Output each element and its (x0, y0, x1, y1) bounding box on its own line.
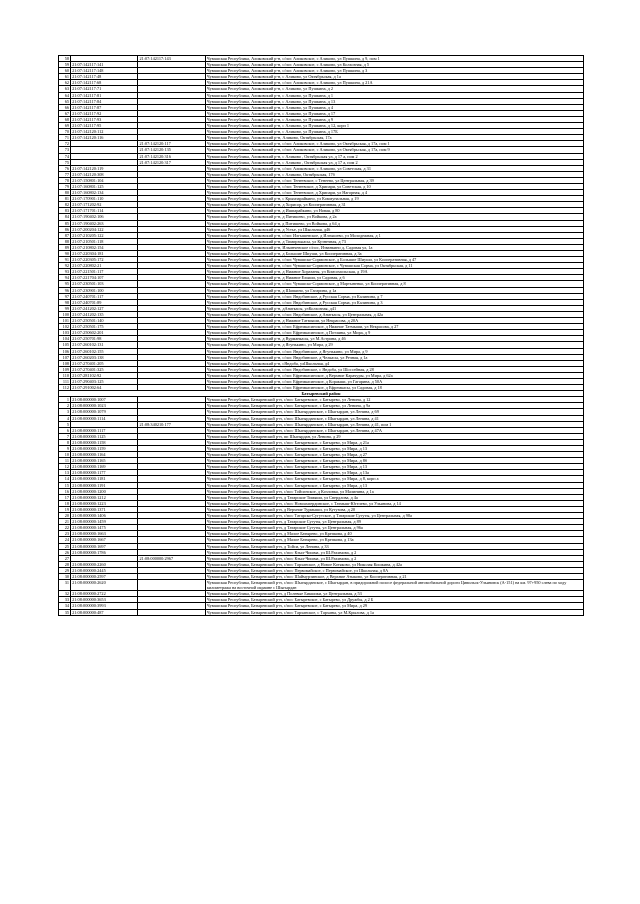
cadastral-number: 21:08:000000:1459 (71, 519, 138, 525)
cadastral-number: 21:08:000000:1406 (71, 513, 138, 519)
row-number: 100 (59, 311, 71, 317)
cadastral-number: 21:07:290403:125 (71, 378, 138, 384)
cadastral-number: 21:07:220802:21 (71, 263, 138, 269)
cadastral-number: 21:08:000000:1117 (71, 427, 138, 433)
cadastral-number: 21:08:000000:3993 (71, 603, 138, 609)
row-number: 2 (59, 403, 71, 409)
address-cell: Чувашская Республика, Батыревский р-н, с/пос Батыревское, с Батырево, ул Ленина, д 12 (205, 397, 583, 403)
address-cell: Чувашская Республика, Батыревский р-н, с/пос Батыревское, с Батырево, ул Мира, д 13 (205, 482, 583, 488)
cadastral-number: 21:07:142120:308 (71, 171, 138, 177)
address-cell: Чувашская Республика, Аликовский р-н, с/пос Чувашско-Сорминское, с Чувашская Сорма, ул Октябрьская, д 11 (205, 263, 583, 269)
row-number: 26 (59, 549, 71, 555)
address-cell: Чувашская Республика, Аликовский р-н, с/пос Яндобинское, с Яндоба, ул Шоссейная, д 28 (205, 366, 583, 372)
address-cell: Чувашская Республика, Аликовский р-н, с/пос Аликовское, с Аликово, ул Октябрьская, д 17а, пом 9 (205, 147, 583, 153)
cadastral-number: 21:07:220305:172 (71, 257, 138, 263)
cadastral-number: 21:07:142117:87 (71, 104, 138, 110)
row-number: 109 (59, 366, 71, 372)
cadastral-number: 21:08:000000:1125 (71, 433, 138, 439)
address-cell: Чувашская Республика, Батыревский р-н, д Малое Батырево, ул Крепкова, д 13а (205, 537, 583, 543)
cadastral-number: 21:07:171202:92 (71, 202, 138, 208)
cadastral-number: 21:08:000000:1371 (71, 506, 138, 512)
row-number: 66 (59, 104, 71, 110)
address-cell: Чувашская Республика, Аликовский р-н, Аликово, Октябрьская, 17а (205, 135, 583, 141)
cadastral-number: 21:07:142120:112 (71, 129, 138, 135)
row-number: 61 (59, 74, 71, 80)
row-number: 16 (59, 488, 71, 494)
cadastral-number: 21:08:000000:2620 (71, 580, 138, 591)
cadastral-number: 21:08:000000:1697 (71, 543, 138, 549)
cadastral-number: 21:07:291002:64 (71, 385, 138, 391)
cadastral-number: 21:08:000000:2597 (71, 573, 138, 579)
row-number: 95 (59, 281, 71, 287)
address-cell: Чувашская Республика, Батыревский р-н, с/пос Батыревское, с Батырево, ул Мира, д 8б (205, 458, 583, 464)
cadastral-number: 21:07:260102:131 (71, 342, 138, 348)
address-cell: Чувашская Республика, Батыревский р-н, с/пос Тарханское, с Тарханы, ул М.Крылова, д 1а (205, 609, 583, 615)
cadastral-number: 21:08:000000:1165 (71, 458, 138, 464)
row-number: 98 (59, 299, 71, 305)
address-cell: Чувашская Республика, Батыревский р-н, с/пос Батыревское, с Батырево, ул Мира, д 21а (205, 439, 583, 445)
address-cell: Чувашская Республика, Батыревский р-н, с/пос Шаймурзинское, д Верхние Атыково, ул Кооперативная, д 21 (205, 573, 583, 579)
row-number: 4 (59, 415, 71, 421)
address-cell: Чувашская Республика, Батыревский р-н, с/пос Шыгырданское, с Шыгырдан, ул Ленина, д 69 (205, 409, 583, 415)
address-cell: Чувашская Республика, Аликовский р-н, с/пос Ефремкасинское, д Нижние Татмыши, ул Некрасова, д 27 (205, 324, 583, 330)
address-cell: Чувашская Республика, Аликовский р-н, с Аликово, ул Пушкина, д 17 (205, 110, 583, 116)
row-number: 12 (59, 464, 71, 470)
row-number: 71 (59, 135, 71, 141)
address-cell: Чувашская Республика, Аликовский р-н, с Аликово, ул Пушкина, д 1 (205, 92, 583, 98)
cadastral-number: 21:07:281102:92 (71, 372, 138, 378)
address-cell: Чувашская Республика, Аликовский р-н, д Нижние Татмыши, ул Некрасова, д 20А (205, 318, 583, 324)
row-number: 108 (59, 360, 71, 366)
address-cell: Чувашская Республика, Аликовский р-н, сЯндоба, улШкольная, д4 (205, 360, 583, 366)
address-cell: Чувашская Республика, Батыревский р-н, с/пос Тарханское, д Новое Котяково, ул Николая Кошкина, д 42а (205, 561, 583, 567)
row-number: 30 (59, 573, 71, 579)
row-number: 68 (59, 116, 71, 122)
cadastral-number: 21:08:000000:1114 (71, 415, 138, 421)
address-cell: Чувашская Республика, Аликовский р-н, д Нижние Елыши, ул Садовая, д 6 (205, 275, 583, 281)
row-number: 58 (59, 56, 71, 62)
cadastral-number: 21:08:000000:1159 (71, 446, 138, 452)
cadastral-number: 21:07:250701:98 (71, 336, 138, 342)
cadastral-number: 21:08:000000:1663 (71, 531, 138, 537)
district-title: Батыревский район (59, 391, 584, 397)
row-number: 86 (59, 226, 71, 232)
address-cell: Чувашская Республика, Аликовский р-н, с Аликово, ул Пушкина, д 2 (205, 86, 583, 92)
row-number: 111 (59, 378, 71, 384)
address-cell: Чувашская Республика, Аликовский р-н, с Аликово, Октябрьская, 17б (205, 171, 583, 177)
address-cell: Чувашская Республика, Аликовский р-н, с/пос Аликовское, с Аликово, ул Пушкина, д 9, пом 1 (205, 56, 583, 62)
cadastral-number: 21:07:142117:71 (71, 86, 138, 92)
row-number: 73 (59, 147, 71, 153)
row-number: 5 (59, 421, 71, 427)
address-cell: Чувашская Республика, Аликовский р-н, Ильинчевское с/пос, Изванкино д, Садовая ул, 1а (205, 244, 583, 250)
row-number: 8 (59, 439, 71, 445)
row-number: 67 (59, 110, 71, 116)
cadastral-number: 21:08:000000:1786 (71, 549, 138, 555)
address-cell: Чувашская Республика, Батыревский р-н, д Татарские Сугуты, ул Центральная, д 96а (205, 525, 583, 531)
address-cell: Чувашская Республика, Батыревский р-н, с/пос Тойсинское, д Козловка, ул Малинина, д 1а (205, 488, 583, 494)
row-number: 101 (59, 318, 71, 324)
row-number: 84 (59, 214, 71, 220)
address-cell: Чувашская Республика, Аликовский р-н, с Аликово, ул Октябрьская, д 1а (205, 74, 583, 80)
address-cell: Чувашская Республика, Батыревский р-н, с/пос Татарско-Сугутское, д Татарские Сугуты, ул Центральная, д 98а (205, 513, 583, 519)
cadastral-number: 21:07:241202:135 (71, 311, 138, 317)
row-number: 34 (59, 603, 71, 609)
cadastral-number: 21:07:230501:103 (71, 281, 138, 287)
row-number: 74 (59, 153, 71, 159)
address-cell: Чувашская Республика, Батыревский р-н, с/пос Шыгырданское, с Шыгырдан, ул Ленина, д 41 (205, 415, 583, 421)
cadastral-number: 21:08:000000:1164 (71, 452, 138, 458)
cadastral-number: 21:07:190402:106 (71, 214, 138, 220)
row-number: 112 (59, 385, 71, 391)
cadastral-number: 21:07:190402:263 (71, 220, 138, 226)
address-cell: Чувашская Республика, Аликовский р-н, д Тимирзькасы, ул Кузнечная, д 73 (205, 238, 583, 244)
cadastral-number: 21:08:000000:487 (71, 609, 138, 615)
cadastral-number: 21:07:250602:201 (71, 330, 138, 336)
address-cell: Чувашская Республика, Аликовский р-н, с/пос Ефремкасинское, д Потляны, ул Мира, д 9 (205, 330, 583, 336)
row-number: 69 (59, 123, 71, 129)
address-cell: Чувашская Республика, Батыревский р-н, д Тойси, ул Ленина, д 33 (205, 543, 583, 549)
cadastral-number: 21:07:142120:119 (71, 165, 138, 171)
cadastral-number: 21:08:000000:1667 (71, 537, 138, 543)
row-number: 25 (59, 543, 71, 549)
section-aliki-rows (59, 56, 584, 391)
cadastral-number: 21:08:000000:1177 (71, 470, 138, 476)
row-number: 105 (59, 342, 71, 348)
row-number: 35 (59, 609, 71, 615)
address-cell: Чувашская Республика, Аликовский р-н, д Большие Шиуши, ул Кооперативная, д 3а (205, 251, 583, 257)
cadastral-number-premise: 21:08:000000:2967 (138, 555, 205, 561)
cadastral-number: 21:07:142120:116 (71, 135, 138, 141)
row-number: 88 (59, 238, 71, 244)
row-number: 92 (59, 263, 71, 269)
address-cell: Чувашская Республика, Аликовский р-н, с Аликово, ул Пушкина, д 9 (205, 116, 583, 122)
cadastral-number: 21:07:250501:140 (71, 318, 138, 324)
address-cell: Чувашская Республика, Батыревский р-н, пп Шыгырдан, ул Ленина, д 29 (205, 433, 583, 439)
cadastral-number: 21:07:200204:122 (71, 226, 138, 232)
row-number: 77 (59, 171, 71, 177)
document-sheet (58, 55, 584, 616)
cadastral-number: 21:08:000000:1191 (71, 482, 138, 488)
cadastral-number: 21:08:000000:2260 (71, 561, 138, 567)
cadastral-number: 21:07:142117:95 (71, 123, 138, 129)
row-number: 29 (59, 567, 71, 573)
cadastral-number: 21:07:260203:138 (71, 354, 138, 360)
cadastral-number: 21:07:221704:107 (71, 275, 138, 281)
address-cell: Чувашская Республика, Аликовский р-н, д Хорисор, ул Кооперативная, д 31 (205, 202, 583, 208)
cadastral-number-premise: 21:07:142120:316 (138, 153, 205, 159)
section-batyrevo-rows (59, 397, 584, 615)
row-number: 24 (59, 537, 71, 543)
table-row (59, 580, 584, 591)
row-number: 20 (59, 513, 71, 519)
address-cell: Чувашская Республика, Аликовский р-н, д Питишево, ул Войкова, д 2а (205, 214, 583, 220)
row-number: 110 (59, 372, 71, 378)
address-cell: Чувашская Республика, Аликовский р-н, с/пос Ефремкасинское, д Коракши, ул Гагарина, д 50А (205, 378, 583, 384)
address-cell: Чувашская Республика, Аликовский р-н, с/пос Яндобинское, д Русская Сорма, ул Калинина, д 3 (205, 299, 583, 305)
address-cell: Чувашская Республика, Батыревский р-н, с/пос Батыревское, с Батырево, ул Мира, д 13 (205, 464, 583, 470)
cadastral-number-premise (138, 609, 205, 615)
row-number: 75 (59, 159, 71, 165)
row-number: 72 (59, 141, 71, 147)
row-number: 18 (59, 500, 71, 506)
cadastral-number: 21:08:000000:1223 (71, 500, 138, 506)
address-cell: Чувашская Республика, Аликовский р-н, д Вурманкасы, ул М.Астрина, д 46 (205, 336, 583, 342)
cadastral-number: 21:08:000000:2722 (71, 591, 138, 597)
cadastral-number: 21:07:150801:104 (71, 177, 138, 183)
address-cell: Чувашская Республика, Аликовский р-н, д Устье, ул Школьная, д46 (205, 226, 583, 232)
cadastral-number: 21:08:000000:1079 (71, 409, 138, 415)
row-number: 9 (59, 446, 71, 452)
row-number: 3 (59, 409, 71, 415)
row-number: 93 (59, 269, 71, 275)
address-cell: Чувашская Республика, Аликовский р-н, с Аликово, ул Пушкина, д 13 (205, 98, 583, 104)
row-number: 91 (59, 257, 71, 263)
cadastral-number: 21:08:000000:1169 (71, 464, 138, 470)
cadastral-number: 21:07:220304:181 (71, 251, 138, 257)
address-cell: Чувашская Республика, Аликовский р-н, с/пос Аликовское, с Аликово, ул Колхозная, д 5 (205, 62, 583, 68)
row-number: 17 (59, 494, 71, 500)
cadastral-number: 21:08:000000:1181 (71, 476, 138, 482)
cadastral-number: 21:07:142117:48 (71, 74, 138, 80)
address-cell: Чувашская Республика, Батыревский р-н, с/пос Батыревское, с Батырево, ул Мира, д 29 (205, 603, 583, 609)
cadastral-number: 21:07:260102:155 (71, 348, 138, 354)
cadastral-number: 21:07:142117:92 (71, 110, 138, 116)
address-cell: Чувашская Республика, Аликовский р-н, с/пос Яндобинское, д Ягунькино, ул Мира, д 9 (205, 348, 583, 354)
address-cell: Чувашская Республика, Батыревский р-н, с/пос Первомайское, с Первомайское, ул Школьная, д 8А (205, 567, 583, 573)
row-number: 107 (59, 354, 71, 360)
cadastral-number-premise: 21:07:142120:317 (138, 159, 205, 165)
row-number: 33 (59, 597, 71, 603)
address-cell: Чувашская Республика, Аликовский р-н, с Аликово , Октябрьская ул, д 17 а, пом 2 (205, 153, 583, 159)
row-number: 22 (59, 525, 71, 531)
cadastral-number: 21:07:142117:141 (71, 62, 138, 68)
address-cell: Чувашская Республика, Аликовский р-н, д Ишпарайкино, ул Новая, д 80 (205, 208, 583, 214)
row-number: 82 (59, 202, 71, 208)
address-cell: Чувашская Республика, Батыревский р-н, с/пос Батыревское, с Батырево, ул Дружбы, д 2 Б (205, 597, 583, 603)
address-cell: Чувашская Республика, Аликовский р-н, с/пос Чувашско-Сорминское, д Мартыненко, ул Кооперативная, д 8 (205, 281, 583, 287)
cadastral-number: 21:07:160802:134 (71, 190, 138, 196)
row-number: 59 (59, 62, 71, 68)
row-number: 60 (59, 68, 71, 74)
row-number: 96 (59, 287, 71, 293)
address-cell: Чувашская Республика, Аликовский р-н, с/пос Аликовское, с Аликово, ул Советская, д 31 (205, 165, 583, 171)
row-number: 94 (59, 275, 71, 281)
address-cell: Чувашская Республика, Батыревский р-н, д Татарские Сугуты, ул Центральная, д 89 (205, 519, 583, 525)
cadastral-number: 21:07:230901:100 (71, 287, 138, 293)
cadastral-number: 21:07:210501:118 (71, 238, 138, 244)
address-cell: Чувашская Республика, Батыревский р-н, д Полевые Бикшики, ул Центральная, д 53 (205, 591, 583, 597)
row-number: 62 (59, 80, 71, 86)
address-cell: Чувашская Республика, Батыревский р-н, д Татарские Тимяши, ул Свердлова, д 4а (205, 494, 583, 500)
cadastral-number: 21:07:270401:205 (71, 360, 138, 366)
row-number: 10 (59, 452, 71, 458)
address-cell: Чувашская Республика, Аликовский р-н, с/пос Тенеевское, д Хрипари, ул Нагорная, д 4 (205, 190, 583, 196)
address-cell: Чувашская Республика, Аликовский р-н, с Аликово , Октябрьская ул, д 17 а, пом 2 (205, 159, 583, 165)
address-cell: Чувашская Республика, Батыревский р-н, с/пос Батыревское, с Батырево, ул Мира, д 8, корп а (205, 476, 583, 482)
address-cell: Чувашская Республика, Аликовский р-н, с/пос Ефремкасинское, д Верхние Карачуры, ул Мира, д 62а (205, 372, 583, 378)
row-number: 83 (59, 208, 71, 214)
address-cell: Чувашская Республика, Батыревский р-н, с/пос Новоахпердинское, с Татмыш-Югелево, ул Ульянова, д 14 (205, 500, 583, 506)
row-number: 7 (59, 433, 71, 439)
cadastral-table (58, 55, 584, 616)
address-cell: Чувашская Республика, Аликовский р-н, дАнаткасы, улКолхозная, д41 (205, 305, 583, 311)
row-number: 28 (59, 561, 71, 567)
cadastral-number: 21:07:142117:68 (71, 80, 138, 86)
address-cell: Чувашская Республика, Батыревский р-н, с/пос Шыгырданское, с Шыгырдан, ул Ленина, д 41, пом 1 (205, 421, 583, 427)
cadastral-number: 21:07:240701:89 (71, 299, 138, 305)
cadastral-number: 21:07:171701:114 (71, 208, 138, 214)
address-cell: Чувашская Республика, Аликовский р-н, с/пос Чувашско-Сорминское, д Большие Шиуши, ул Кооперативная, д 47 (205, 257, 583, 263)
row-number: 79 (59, 183, 71, 189)
table-row (59, 609, 584, 615)
row-number: 80 (59, 190, 71, 196)
row-number: 76 (59, 165, 71, 171)
address-cell: Чувашская Республика, Аликовский р-н, с/пос Яндобинское, д Анаткасы, ул Центральная, д 42а (205, 311, 583, 317)
row-number: 106 (59, 348, 71, 354)
row-number: 102 (59, 324, 71, 330)
cadastral-number: 21:08:000000:1023 (71, 403, 138, 409)
address-cell: Чувашская Республика, Аликовский р-н, с Аликово, ул Пушкина, д 12, корп 1 (205, 123, 583, 129)
address-cell: Чувашская Республика, Батыревский р-н, с/пос Батыревское, с Батырево, ул Мира, д 13а (205, 470, 583, 476)
cadastral-number: 21:07:142117:81 (71, 92, 138, 98)
address-cell: Чувашская Республика, Батыревский р-н, с/пос Шыгырданское, с Шыгырдан, ул Ленина, д 47А (205, 427, 583, 433)
row-number: 85 (59, 220, 71, 226)
row-number: 11 (59, 458, 71, 464)
row-number: 103 (59, 330, 71, 336)
address-cell: Чувашская Республика, Батыревский р-н, с/пос Кзыл-Чишма, ул Ш.Рахимова, д 2 (205, 555, 583, 561)
address-cell: Чувашская Республика, Аликовский р-н, с/пос Тенеевское, с Тенеево, ул Центральная, д 39 (205, 177, 583, 183)
cadastral-number: 21:07:270401:325 (71, 366, 138, 372)
cadastral-number: 21:08:000000:1007 (71, 397, 138, 403)
address-cell: Чувашская Республика, Аликовский р-н, д Нижние Хоразаны, ул Комсомольская, д 19А (205, 269, 583, 275)
row-number: 97 (59, 293, 71, 299)
address-cell: Чувашская Республика, Аликовский р-н, с/пос Аликовское, с Аликово, ул Пушкина, д 21А (205, 80, 583, 86)
row-number: 78 (59, 177, 71, 183)
cadastral-number: 21:08:000000:1158 (71, 439, 138, 445)
address-cell: Чувашская Республика, Батыревский р-н, д Малое Батырево, ул Крепкова, д 40 (205, 531, 583, 537)
row-number: 1 (59, 397, 71, 403)
address-cell: Чувашская Республика, Аликовский р-н, с/пос Аликовское, с Аликово, ул Пушкина, д 3 (205, 68, 583, 74)
address-cell: Чувашская Республика, Аликовский р-н, с/пос Илгышевское, д Илгышево, ул Молодежная, д 1 (205, 232, 583, 238)
row-number: 89 (59, 244, 71, 250)
cadastral-number: 21:07:210205:122 (71, 232, 138, 238)
address-cell: Чувашская Республика, Аликовский р-н, с/пос Аликовское, с Аликово, ул Октябрьская, д 17а, пом 1 (205, 141, 583, 147)
address-cell: Чувашская Республика, Аликовский р-н, с Аликово, ул Пушкина, д 4 (205, 104, 583, 110)
cadastral-number: 21:07:221501:117 (71, 269, 138, 275)
cadastral-number: 21:07:142117:84 (71, 98, 138, 104)
address-cell: Чувашская Республика, Батыревский р-н, с/пос Батыревское, с Батырево, ул Мира, д 27 (205, 452, 583, 458)
cadastral-number: 21:08:000000:1200 (71, 488, 138, 494)
row-number: 13 (59, 470, 71, 476)
cadastral-number-premise: 21:07:142120:135 (138, 147, 205, 153)
row-number: 31 (59, 580, 71, 591)
row-number: 32 (59, 591, 71, 597)
row-number: 6 (59, 427, 71, 433)
address-cell: Чувашская Республика, Батыревский р-н, с/пос Батыревское, с Батырево, ул Мира, д 13 (205, 446, 583, 452)
row-number: 64 (59, 92, 71, 98)
cadastral-number: 21:07:240701:117 (71, 293, 138, 299)
cadastral-number: 21:07:241202:127 (71, 305, 138, 311)
cadastral-number: 21:08:000000:1212 (71, 494, 138, 500)
cadastral-number: 21:07:170901:110 (71, 196, 138, 202)
cadastral-number-premise: 21:07:142117:143 (138, 56, 205, 62)
row-number: 104 (59, 336, 71, 342)
cadastral-number: 21:07:210802:154 (71, 244, 138, 250)
cadastral-number-premise: 21:08:340210:177 (138, 421, 205, 427)
cadastral-number: 21:07:160801:125 (71, 183, 138, 189)
address-cell: Чувашская Республика, Аликовский р-н, с Крымзарайкино, ул Коммунальная, д 19 (205, 196, 583, 202)
row-number: 15 (59, 482, 71, 488)
row-number: 65 (59, 98, 71, 104)
address-cell: Чувашская Республика, Аликовский р-н, с/пос Тенеевское, д Хрипари, ул Советская, д 10 (205, 183, 583, 189)
row-number: 63 (59, 86, 71, 92)
address-cell: Чувашская Республика, Аликовский р-н, с Аликово, ул Пушкина, д 17Б (205, 129, 583, 135)
cadastral-number: 21:08:000000:2445 (71, 567, 138, 573)
address-cell: Чувашская Республика, Батыревский р-н, с/пос Батыревское, с Батырево, ул Ленина, д 9а (205, 403, 583, 409)
row-number: 21 (59, 519, 71, 525)
row-number: 19 (59, 506, 71, 512)
cadastral-number-premise: 21:07:142120:117 (138, 141, 205, 147)
address-cell: Чувашская Республика, Аликовский р-н, д Ягунькино, ул Мира, д 29 (205, 342, 583, 348)
address-cell: Чувашская Республика, Батыревский р-н, с/пос Кзыл-Чишма, ул Ш.Рахимова, д 2 (205, 549, 583, 555)
address-cell: Чувашская Республика, Аликовский р-н, д Шапкино, ул Гагарина, д 1а (205, 287, 583, 293)
address-cell: Чувашская Республика, Аликовский р-н, с/пос Яндобинское, д Русская Сорма, ул Калинина, д 7 (205, 293, 583, 299)
row-number: 23 (59, 531, 71, 537)
cadastral-number: 21:08:000000:1475 (71, 525, 138, 531)
address-cell: Чувашская Республика, Батыревский р-н, с/пос Шыгырданское, с Шыгырдан, в придорожной полосе федеральной автомобильной дороги Цивильск-Ульяновск (А-151) на км. 97+950 слева по ходу километража на восточной окраине с Шыгырдан (205, 580, 583, 591)
address-cell: Чувашская Республика, Аликовский р-н, с/пос Ефремкасинское, д Ефремкасы, ул Садовая, д 18 (205, 385, 583, 391)
row-number: 81 (59, 196, 71, 202)
row-number: 70 (59, 129, 71, 135)
row-number: 14 (59, 476, 71, 482)
cadastral-number: 21:07:250501:175 (71, 324, 138, 330)
address-cell: Чувашская Республика, Аликовский р-н, с/пос Яндобинское, д Челкасы, ул Речная, д 1а (205, 354, 583, 360)
row-number: 90 (59, 251, 71, 257)
cadastral-number: 21:07:142117:93 (71, 116, 138, 122)
row-number: 27 (59, 555, 71, 561)
row-number: 87 (59, 232, 71, 238)
address-cell: Чувашская республика, Аликовский р-н, д Питишево, ул Войкова, д 64 д (205, 220, 583, 226)
row-number: 99 (59, 305, 71, 311)
cadastral-number: 21:07:142117:148 (71, 68, 138, 74)
cadastral-number-premise (138, 580, 205, 591)
address-cell: Чувашская Республика, Батыревский р-н, д Верхние Турмыши, ул Кутузова, д 20 (205, 506, 583, 512)
cadastral-number: 21:08:000000:3653 (71, 597, 138, 603)
